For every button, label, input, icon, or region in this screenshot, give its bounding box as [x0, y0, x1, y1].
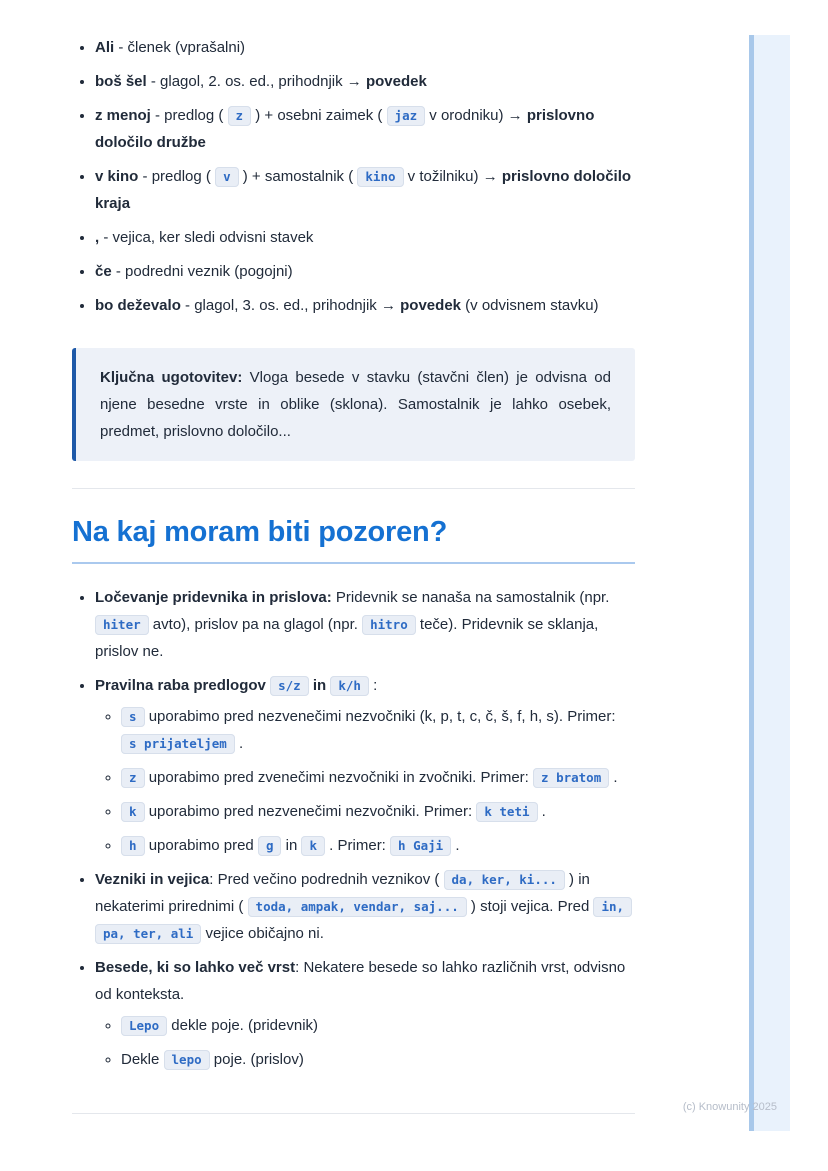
list-item	[95, 163, 635, 217]
inline-code-badge: z	[121, 768, 145, 788]
inline-code-badge: toda, ampak, vendar, saj...	[248, 897, 467, 917]
inline-code-badge: v	[215, 167, 239, 187]
inline-code-badge: s/z	[270, 676, 309, 696]
text: ) + osebni zaimek (	[251, 107, 387, 124]
text: uporabimo pred	[144, 837, 258, 854]
list-item	[95, 584, 635, 665]
callout-text: Vloga besede v stavku (stavčni člen) je odvisna od njene besedne vrste in oblike (sklona). Samostalnik je lahko osebek, predmet, prislovno določilo...	[100, 369, 611, 440]
inline-code-badge: s prijateljem	[121, 734, 235, 754]
text: vejice običajno ni.	[201, 925, 324, 942]
text: uporabimo pred nezvenečimi nezvočniki (k, p, t, c, č, š, f, h, s). Primer:	[144, 708, 616, 725]
inline-code-badge: g	[258, 836, 282, 856]
bold-text: in	[312, 677, 327, 694]
inline-code-badge: z bratom	[533, 768, 609, 788]
list-item	[95, 34, 635, 61]
nested-list	[95, 1012, 635, 1073]
bold-text: ,	[95, 229, 100, 246]
inline-code-badge: h	[121, 836, 145, 856]
inline-code-badge: Lepo	[121, 1016, 167, 1036]
inline-code-badge: z	[228, 106, 252, 126]
text: - glagol, 3. os. ed., prihodnjik →	[180, 297, 401, 314]
text: :	[368, 677, 378, 694]
nested-list	[95, 703, 635, 859]
text: uporabimo pred zvenečimi nezvočniki in zvočniki. Primer:	[144, 769, 534, 786]
bold-text: povedek	[365, 73, 427, 90]
text: .	[234, 735, 244, 752]
scrollbar-track[interactable]	[749, 35, 790, 1131]
watermark: (c) Knowunity 2025	[682, 1101, 777, 1113]
text: (v odvisnem stavku)	[461, 297, 599, 314]
inline-code-badge: h Gaji	[390, 836, 451, 856]
bold-text: Pravilna raba predlogov	[95, 677, 266, 694]
analysis-list	[72, 34, 635, 319]
inline-code-badge: hitro	[362, 615, 416, 635]
nested-list-item	[121, 764, 635, 791]
nested-list-item	[121, 1012, 635, 1039]
text: Pridevnik se nanaša na samostalnik (npr.	[331, 589, 610, 606]
text: : Pred večino podrednih veznikov (	[209, 871, 444, 888]
bold-text: Besede, ki so lahko več vrst	[95, 959, 296, 976]
callout-title: Ključna ugotovitev:	[100, 369, 243, 386]
divider	[72, 488, 635, 489]
bold-text: z menoj	[95, 107, 151, 124]
bold-text: prislovno določilo kraja	[95, 168, 632, 212]
inline-code-badge: kino	[357, 167, 403, 187]
text: - predlog (	[138, 168, 216, 185]
bold-text: če	[95, 263, 112, 280]
list-item	[95, 672, 635, 859]
text: avto), prislov pa na glagol (npr.	[148, 616, 363, 633]
text: .	[451, 837, 460, 854]
key-insight-callout	[72, 348, 635, 461]
text: Dekle	[121, 1051, 164, 1068]
footer-divider	[72, 1113, 635, 1114]
section-heading: Na kaj moram biti pozoren?	[72, 516, 448, 548]
bold-text: Ločevanje pridevnika in prislova:	[95, 589, 332, 606]
list-item	[95, 68, 635, 95]
inline-code-badge: hiter	[95, 615, 149, 635]
text: ) in nekaterimi prirednimi (	[95, 871, 590, 915]
document-content	[72, 34, 635, 1080]
bold-text: Vezniki in vejica	[95, 871, 210, 888]
text: poje. (prislov)	[209, 1051, 304, 1068]
list-item	[95, 954, 635, 1073]
text: - členek (vprašalni)	[114, 39, 246, 56]
inline-code-badge: k	[301, 836, 325, 856]
text: v tožilniku) →	[403, 168, 502, 185]
inline-code-badge: k/h	[330, 676, 369, 696]
text: - predlog (	[150, 107, 228, 124]
list-item	[95, 102, 635, 156]
inline-code-badge: in, pa, ter, ali	[95, 897, 632, 944]
bold-text: prislovno določilo družbe	[95, 107, 595, 151]
inline-code-badge: da, ker, ki...	[444, 870, 565, 890]
inline-code-badge: lepo	[164, 1050, 210, 1070]
nested-list-item	[121, 798, 635, 825]
text: ) stoji vejica. Pred	[466, 898, 594, 915]
text: .	[537, 803, 546, 820]
bold-text: bo deževalo	[95, 297, 181, 314]
bold-text: v kino	[95, 168, 139, 185]
text: : Nekatere besede so lahko različnih vrst, odvisno od konteksta.	[95, 959, 626, 1003]
list-item	[95, 224, 635, 251]
text: ) + samostalnik (	[238, 168, 358, 185]
bold-text: povedek	[400, 297, 461, 314]
nested-list-item	[121, 703, 635, 757]
text: - vejica, ker sledi odvisni stavek	[99, 229, 314, 246]
nested-list-item	[121, 832, 635, 859]
inline-code-badge: jaz	[387, 106, 426, 126]
text: - podredni veznik (pogojni)	[111, 263, 293, 280]
nested-list-item	[121, 1046, 635, 1073]
bold-text: boš šel	[95, 73, 147, 90]
text: . Primer:	[325, 837, 391, 854]
list-item	[95, 292, 635, 319]
text: uporabimo pred nezvenečimi nezvočniki. Primer:	[144, 803, 477, 820]
text: teče). Pridevnik se sklanja, prislov ne.	[95, 616, 599, 660]
inline-code-badge: s	[121, 707, 145, 727]
text: - glagol, 2. os. ed., prihodnjik →	[146, 73, 366, 90]
list-item	[95, 866, 635, 947]
section-heading-wrap	[72, 515, 635, 564]
text: .	[609, 769, 618, 786]
bold-text: Ali	[95, 39, 115, 56]
text: in	[281, 837, 302, 854]
inline-code-badge: k teti	[476, 802, 537, 822]
text: dekle poje. (pridevnik)	[167, 1017, 319, 1034]
inline-code-badge: k	[121, 802, 145, 822]
text: v orodniku) →	[425, 107, 527, 124]
tips-list	[72, 584, 635, 1073]
list-item	[95, 258, 635, 285]
